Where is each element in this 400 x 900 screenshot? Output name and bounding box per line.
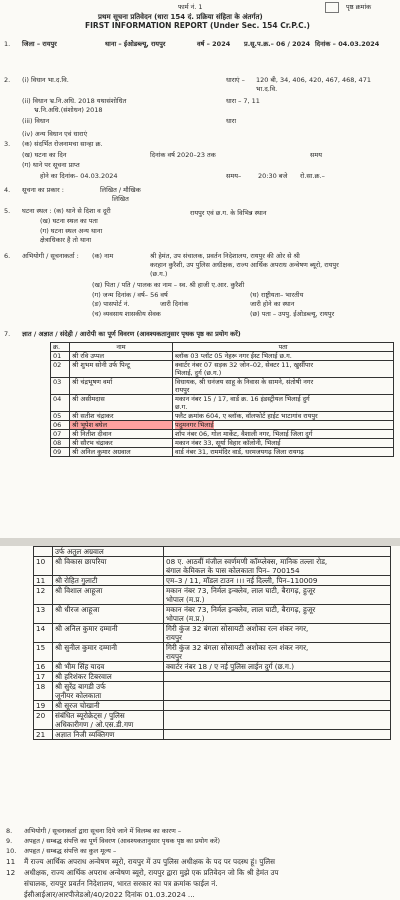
table-row	[34, 624, 391, 643]
row-serial: 05	[51, 412, 70, 421]
accused-name: श्री शुभम सोनी उर्फ पिन्टू	[70, 361, 173, 378]
statement-line-3: संचालक, रायपुर प्रवर्तन निदेशालय, भारत सरकार का पत्र क्रमांक फाईल नं.	[24, 879, 218, 888]
page-number-label: पृष्ठ क्रमांक	[346, 3, 372, 11]
address-line-2: बंगाल केमिकल के पास कोलकाता पिन– 700154	[166, 566, 300, 575]
accused-address: फ्लैट क्रमांक 604, ए ब्लॉक, वॉलफोर्ट हाईट भाटागांव रायपुर	[173, 412, 394, 421]
accused-name: श्री भीम सिंह यादव	[53, 662, 164, 672]
address-line-1: मकान नंबर 73, निर्मल इन्क्लेव, लाल घाटी, बैरागढ़, हुजूर	[166, 605, 316, 614]
section-4-number: 4.	[4, 186, 11, 194]
law-iii-sections: धारा	[226, 117, 237, 125]
name-line-2: अधिकारीगण / ओ.एस.डी.गण	[55, 720, 134, 729]
law-iv-label: (iv) अन्य विधान एवं धाराएं	[22, 130, 88, 138]
statement-line-1: मैं राज्य आर्थिक अपराध अन्वेषण ब्यूरो, रायपुर में उप पुलिस अधीक्षक के पद पर पदस्थ हूं। पुलिस	[24, 857, 275, 866]
incident-day-label: (ख) घटना का दिन	[22, 151, 67, 159]
address-line-2: भोपाल (म.प्र.)	[166, 614, 205, 623]
law-ii-sections: धारा – 7, 11	[226, 97, 260, 105]
accused-name: श्री असीमदास	[70, 395, 173, 412]
fir-date-field: दिनांक – 04.03.2024	[315, 40, 380, 48]
row-serial: 13	[34, 605, 53, 624]
delay-reason-label: अभियोगी / सूचनाकर्ता द्वारा सूचना दिये जाने में विलम्ब का कारण –	[24, 827, 182, 835]
accused-address	[173, 378, 394, 395]
complainant-label: अभियोगी / सूचनाकर्ता :	[22, 252, 79, 260]
place-other-station-label-2: क्षेत्राधिकार है तो थाना	[40, 236, 92, 244]
accused-address	[164, 586, 391, 605]
table-row	[34, 711, 391, 730]
accused-address	[164, 672, 391, 682]
address-line-1: विधायक, श्री धनंजय साहू के निवास के सामने, संतोषी नगर	[175, 378, 314, 386]
row-serial: 18	[34, 682, 53, 701]
place-address-label: (ख) घटना स्थल का पता	[40, 217, 98, 225]
section-1-number: 1.	[4, 40, 11, 48]
accused-address	[164, 547, 391, 557]
info-received-time-label: समय–	[226, 172, 242, 180]
table-row	[51, 439, 394, 448]
accused-address	[164, 557, 391, 576]
section-9-number: 9.	[6, 837, 13, 845]
address-highlighted: पदुमनगर भिलाई	[175, 421, 214, 429]
incident-date: दिनांक वर्ष 2020–23 तक	[150, 151, 216, 159]
accused-address	[164, 730, 391, 740]
address-line-1: 08 ए. आठवीं मंजील स्वर्णमणी कॉम्प्लेक्स, मानिक तल्ला रोड,	[166, 557, 328, 566]
row-serial: 17	[34, 672, 53, 682]
section-10-number: 10.	[6, 847, 17, 855]
fir-page-two	[0, 546, 400, 900]
row-serial: 07	[51, 430, 70, 439]
accused-address: एम–3 / 11, मॉडल टाउन ।।। नई दिल्ली, पिन–110009	[164, 576, 391, 586]
accused-name: श्री हरिशंकर टिबरवाल	[53, 672, 164, 682]
row-serial: 02	[51, 361, 70, 378]
accused-name: श्री चंद्रभूषण वर्मा	[70, 378, 173, 395]
row-serial: 19	[34, 701, 53, 711]
row-serial: 15	[34, 643, 53, 662]
accused-table	[50, 342, 394, 457]
column-header-name: नाम	[70, 343, 173, 352]
accused-name: श्री सुनील कुमार दम्मानी	[53, 643, 164, 662]
complainant-name-label: (क) नाम	[92, 252, 114, 260]
accused-address	[164, 624, 391, 643]
accused-name: श्री अनिल कुमार अग्रवाल	[70, 448, 173, 457]
incident-time-label: समय	[310, 151, 323, 159]
section-3-number: 3.	[4, 140, 11, 148]
year-field: वर्ष – 2024	[197, 40, 231, 48]
name-line-2: जूनीयर कोलकाता	[55, 691, 102, 700]
address-line-2: रायपुर	[175, 386, 190, 394]
info-received-time: 20:30 बजे	[258, 172, 288, 180]
section-7-number: 7.	[4, 330, 11, 338]
table-row	[51, 378, 394, 395]
accused-address	[164, 701, 391, 711]
accused-address: शॉप नंबर 06, गोल मार्केट, वैशाली नगर, भिलाई जिला दुर्ग	[173, 430, 394, 439]
table-row	[34, 547, 391, 557]
section-5-number: 5.	[4, 207, 11, 215]
accused-name-highlighted: श्री भूपेश बघेल	[70, 421, 173, 430]
roznamcha-label: (क) संदर्भित रोजनामचा सान्हा क्र.	[22, 140, 103, 148]
accused-address	[173, 395, 394, 412]
address-line-2: छ.ग.	[175, 403, 188, 411]
complainant-dob: (ग) जन्म दिनांक / वर्ष– 56 वर्ष	[92, 291, 168, 299]
complainant-name-2: करहान कुरैशी, उप पुलिस अधीक्षक, राज्य आर्थिक अपराध अन्वेषण ब्यूरो, रायपुर	[150, 261, 339, 269]
table-row	[34, 730, 391, 740]
accused-name: श्री विकास छापरिया	[53, 557, 164, 576]
law-i-sections-label: धाराएं –	[226, 76, 245, 84]
accused-name: श्री विशाल आहूजा	[53, 586, 164, 605]
row-serial: 06	[51, 421, 70, 430]
address-line-2: भोपाल (म.प्र.)	[166, 595, 205, 604]
section-11-number: 11	[6, 857, 16, 866]
table-row	[34, 643, 391, 662]
accused-address	[164, 605, 391, 624]
accused-address	[173, 361, 394, 378]
accused-address: क्वार्टर नंबर 18 / ए नई पुलिस लाईन दुर्ग (छ.ग.)	[164, 662, 391, 672]
address-line-1: मकान नंबर 73, निर्मल इन्क्लेव, लाल घाटी, बैरागढ़, हुजूर	[166, 586, 316, 595]
accused-name: श्री रवि उप्पल	[70, 352, 173, 361]
complainant-address: (छ) पता – उपपु. ईओडब्ल्यू, रायपुर	[250, 310, 335, 318]
complainant-name: श्री हेमंत, उप संचालक, प्रवर्तन निदेशालय, रायपुर की ओर से श्री	[150, 252, 300, 260]
table-header-row	[51, 343, 394, 352]
section-6-number: 6.	[4, 252, 11, 260]
law-iii-label: (iii) विधान	[22, 117, 50, 125]
statement-line-4: ईसीआईआर/आरपीजेडओ/40/2022 दिनांक 01.03.2024 ...	[24, 890, 195, 899]
row-serial: 21	[34, 730, 53, 740]
table-row	[34, 701, 391, 711]
place-other-station-label: (ग) घटना स्थल अन्य थाना	[40, 227, 103, 235]
column-header-serial: क्र.	[51, 343, 70, 352]
row-serial: 01	[51, 352, 70, 361]
accused-name: श्री रोहित गुलाटी	[53, 576, 164, 586]
district-field: जिला – रायपुर	[22, 40, 57, 48]
row-serial	[34, 547, 53, 557]
accused-details-label: ज्ञात / अज्ञात / संदेही / आरोपी का पूर्ण विवरण (आवश्यकतानुसार पृथक पृष्ठ का प्रयोग करें)	[22, 330, 241, 338]
accused-address: मकान नंबर 33, सूर्या विहार कॉलोनी, भिलाई	[173, 439, 394, 448]
row-serial: 11	[34, 576, 53, 586]
accused-address: ब्लॉक 03 प्लॉट 05 नेहरू नगर ईस्ट भिलाई छ.ग.	[173, 352, 394, 361]
table-row	[34, 557, 391, 576]
table-row	[34, 586, 391, 605]
accused-name: श्री अनिल कुमार दम्मानी	[53, 624, 164, 643]
complainant-nationality: (घ) राष्ट्रीयता– भारतीय	[250, 291, 304, 299]
complainant-occupation: (च) व्यवसाय शासकीय सेवक	[92, 310, 161, 318]
table-row	[34, 682, 391, 701]
accused-name	[53, 711, 164, 730]
address-line-2: भिलाई, दुर्ग (छ.ग.)	[175, 369, 222, 377]
row-serial: 14	[34, 624, 53, 643]
statement-line-2: अधीक्षक, राज्य आर्थिक अपराध अन्वेषण ब्यूरो, रायपुर द्वारा मुझे एक प्रतिवेदन जो कि श्री हेमंत उप	[24, 868, 279, 877]
law-i-sections-code: भा.द.वि.	[256, 85, 278, 93]
row-serial: 08	[51, 439, 70, 448]
roznamcha-number-label: रो.सा.क्र.–	[300, 172, 325, 180]
complainant-passport-issue-date: जारी दिनांक	[160, 300, 189, 308]
table-row	[51, 395, 394, 412]
place-direction-label: घटना स्थल : (क) थाने से दिशा व दूरी	[22, 207, 111, 215]
complainant-passport: (ङ) पासपोर्ट नं.	[92, 300, 130, 308]
accused-address	[173, 421, 394, 430]
law-ii-label-2: भ्र.नि.अधि.(संशोधन) 2018	[34, 106, 103, 114]
row-serial: 10	[34, 557, 53, 576]
address-line-2: रायपुर	[166, 633, 182, 642]
accused-address	[164, 643, 391, 662]
info-received-date: होने का दिनांक– 04.03.2024	[40, 172, 118, 180]
table-row-highlighted	[51, 421, 394, 430]
property-details-label: अपहृत / सम्बद्ध संपत्ति का पूर्ण विवरण (आवश्यकतानुसार पृथक पृष्ठ का प्रयोग करें)	[24, 837, 221, 845]
info-type-value: लिखित	[112, 195, 129, 203]
address-line-2: रायपुर	[166, 652, 182, 661]
info-type-options: लिखित / मौखिक	[100, 186, 141, 194]
police-station-field: थाना – ईओडब्ल्यू, रायपुर	[105, 40, 166, 48]
accused-address	[164, 711, 391, 730]
accused-name	[53, 682, 164, 701]
table-row	[51, 430, 394, 439]
info-received-label: (ग) थाने पर सूचना प्राप्त	[22, 161, 80, 169]
section-2-number: 2.	[4, 76, 11, 84]
row-serial: 04	[51, 395, 70, 412]
row-serial: 20	[34, 711, 53, 730]
name-line-1: संबंधित ब्यूरोक्रेट्स / पुलिस	[55, 711, 125, 720]
table-row	[34, 576, 391, 586]
accused-name: श्री सतीश चंद्राकर	[70, 412, 173, 421]
accused-alias: उर्फ अतुल अग्रवाल	[53, 547, 164, 557]
table-row	[34, 672, 391, 682]
row-serial: 09	[51, 448, 70, 457]
complainant-passport-issue-place: जारी होने का स्थान	[250, 300, 295, 308]
table-row	[34, 605, 391, 624]
form-number: फार्म नं. 1	[178, 3, 203, 11]
title-english: FIRST INFORMATION REPORT (Under Sec. 154 Cr.P.C.)	[85, 21, 310, 30]
accused-name: अज्ञात निजी व्यक्तिगण	[53, 730, 164, 740]
section-12-number: 12	[6, 868, 16, 877]
complainant-father: (ख) पिता / पति / पालक का नाम – स्व. श्री हाजी ए.आर. कुरैशी	[92, 281, 245, 289]
page-separator	[0, 538, 400, 546]
complainant-name-3: (छ.ग.)	[150, 270, 168, 278]
row-serial: 12	[34, 586, 53, 605]
address-line-1: गिरी कुंज 32 बंगला सोसायटी अशोका रत्न शंकर नगर,	[166, 643, 309, 652]
row-serial: 03	[51, 378, 70, 395]
accused-address	[164, 682, 391, 701]
accused-table-continued	[33, 546, 391, 740]
accused-name: श्री धीरज आहूजा	[53, 605, 164, 624]
place-value: रायपुर एवं छ.ग. के विभिन्न स्थान	[190, 209, 267, 217]
address-line-1: मकान नंबर 15 / 17, वार्ड क्र. 16 इंडस्ट्रीयल भिलाई दुर्ग	[175, 395, 310, 403]
table-row	[51, 361, 394, 378]
table-row	[34, 662, 391, 672]
address-line-1: गिरी कुंज 32 बंगला सोसायटी अशोका रत्न शंकर नगर,	[166, 624, 309, 633]
name-line-1: श्री सुरेंद्र बागडी उर्फ	[55, 682, 106, 691]
table-row	[51, 448, 394, 457]
address-line-1: क्वार्टर नंबर 07 सड़क 32 जोन–02, सेक्टर 11, खुर्सीपार	[175, 361, 314, 369]
law-i-sections: 120 बी, 34, 406, 420, 467, 468, 471	[256, 76, 371, 84]
table-row	[51, 352, 394, 361]
law-ii-label: (ii) विधान भ्र.नि.अधि. 2018 यथासंशोधित	[22, 97, 127, 105]
law-i-label: (i) विधान भा.द.वि.	[22, 76, 69, 84]
fir-number-field: प्र.सू.प.क्र.– 06 / 2024	[244, 40, 311, 48]
accused-name: श्री नितीश दीवान	[70, 430, 173, 439]
table-row	[51, 412, 394, 421]
section-8-number: 8.	[6, 827, 13, 835]
accused-name: श्री सूरज चोखानी	[53, 701, 164, 711]
column-header-address: पता	[173, 343, 394, 352]
accused-address: वार्ड नंबर 31, राममंदिर वार्ड, धरमजयगढ़ जिला रायगढ़	[173, 448, 394, 457]
title-hindi: प्रथम सूचना प्रतिवेदन (धारा 154 दं. प्रक्रिया संहिता के अंतर्गत)	[98, 13, 263, 21]
accused-name: श्री सौरभ चंद्राकर	[70, 439, 173, 448]
info-type-label: सूचना का प्रकार :	[22, 186, 64, 194]
property-value-label: अपहृत / सम्बद्ध संपत्ति का कुल मूल्य –	[24, 847, 117, 855]
page-number-box	[325, 2, 339, 13]
row-serial: 16	[34, 662, 53, 672]
